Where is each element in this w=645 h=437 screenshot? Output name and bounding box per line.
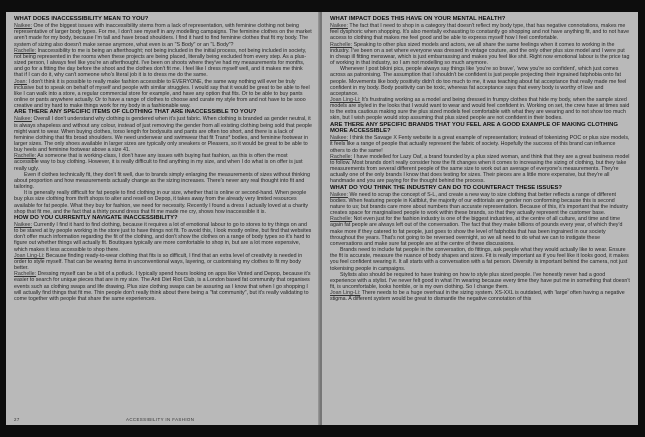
paragraph-text: Brands need to include fat people in the conversation, do fittings, ask people what they would actually like to wear. Ensure the fit is accurate, measure the nuance of body shapes and sizes. Fit is really important as if you feel like it looks good, it makes you feel confident wearing it. It all starts with a conversation with a fat person. Diversity is important behind the camera, not just tokenising people in campaigns. — [330, 247, 629, 272]
paragraph-text: There needs to be a huge overhaul in the sizing system. XS-XXL is outdated, with 'large' often having a negative stigma. A different system would be great to dismantle the negative connotation of this — [330, 290, 625, 303]
speaker-name: Naikee: — [330, 191, 348, 198]
paragraph-text: The fact that I need to shop in a category that doesn't reflect my body type, that has negative connotations, makes me feel dysphoric when shopping. It's also mentally exhausting to constantly go shopping and not have anything fit, and to not have access to clothing that makes me feel good and be able to express myself how I feel comfortable. — [330, 23, 630, 42]
speaker-name: Rachelle: — [14, 47, 37, 54]
paragraph-text: I think the Savage X Fenty website is a great example of representation; instead of tokenizing POC or plus size models, it feels like a range of people that actually represent the fabric of society. Hopefully the success of this brand can influence others to do the same! — [330, 135, 630, 154]
left-page — [6, 12, 320, 425]
paragraph — [330, 97, 630, 122]
section-heading: WHAT DOES INACCESSIBILITY MEAN TO YOU? — [14, 16, 149, 22]
paragraph-text: Because finding ready-to-wear clothing that fits is so difficult, I find that an extra level of creativity is needed in order to style myself. That can be wearing items in unconventional ways, layering, or customising my clothes to fit my body better. — [14, 252, 303, 272]
paragraph — [14, 23, 312, 48]
paragraph-text: As someone that is working-class, I don't have any issues with buying fast fashion, as this is often the most accessible way to buy clothing. However, it is really difficult to find anything in my size, and when I do what is on offer is just really ugly. — [14, 153, 303, 172]
section-heading: WHAT DO YOU THINK THE INDUSTRY CAN DO TO COUNTERACT THESE ISSUES? — [330, 184, 563, 191]
paragraph — [330, 66, 630, 97]
paragraph — [14, 48, 312, 79]
paragraph-text: Whenever I post bikini pics, people always say things like 'you're so brave', 'wow you're so confident', which just comes across as patronising. The assumption that I shouldn't be confident is just people projecting their ingrained fatphobia onto fat people. Movements like body positivity didn't do too much to me, it was teaching about fat acceptance that really made me feel confident in my body. Body positivity can be toxic, whereas fat acceptance says that every body is worthy of love and acceptance. — [330, 66, 627, 97]
paragraph — [330, 247, 630, 272]
paragraph-text: Inaccessibility to me is being an afterthought; not being included in the initial process, not being included in society, not being represented in the rooms when these projects are being placed, literally being excluded from every step. As a plus-sized person, I always feel like you're an afterthought. I've been on shoots where they've had my measurements for months, and go for a fitting the day before the shoot and the clothes don't fit me. I feel like I dress myself well, and it makes me think that if I can do it, why can't someone who's literal job it is to dress me do the same. — [14, 47, 307, 79]
paragraph — [330, 154, 630, 185]
right-page — [322, 12, 638, 425]
paragraph — [330, 290, 630, 302]
paragraph-text: Stylists also should be required to have training on how to style plus sized people. I've honestly never had a good experience with a stylist. I've never felt good in what I'm wearing because every time they have put me in something that doesn't fit, is uncomfortable, looks horrible, or is my own clothing. So I change them. — [330, 271, 630, 290]
paragraph — [330, 135, 630, 153]
left-column — [14, 16, 312, 302]
paragraph-text: Overall I don't understand why clothing is gendered when it's just fabric. When clothing is branded as gender neutral, it is always shapeless and without any colour, instead of just removing the gender from all existing clothing being sold that people might want to wear. When buying clothes, torso length for bodysuits and pants are often too short, and there is a lack of feminine clothing that fits broad shoulders. We need underwear and swimwear that fit Trans* bodies, and feminine footwear in larger sizes. The only shoes available in larger sizes are typically only sneakers or Pleasers, so it would be great to be able to buy heels and feminine footwear above a size 41. — [14, 116, 312, 154]
page-number: 27 — [14, 417, 20, 422]
paragraph — [14, 253, 312, 271]
speaker-name: Rachelle: — [330, 41, 353, 48]
speaker-name: Joan Ling-Li: — [14, 252, 45, 259]
running-title: ACCESSIBILITY IN FASHION — [126, 417, 195, 422]
paragraph-text: Not even just for the fashion industry is one of the biggest industries, at the centre of all culture, and time and time again fat people are always left out of the conversation. The fact that they make billions of pounds every year, of which they'd make more if they catered to fat people, just goes to show the level of fatphobia that has been ingrained in our society throughout the years. That's not going to be reversed overnight, so we all need to do what we can to instigate these conversations and make sure fat people are at the centre of these discussions. — [330, 216, 623, 247]
paragraph — [14, 271, 312, 302]
section-heading: ARE THERE ANY SPECIFIC BRANDS THAT YOU FEEL ARE A GOOD EXAMPLE OF MAKING CLOTHING MORE ACCESSIBLE? — [330, 121, 618, 135]
paragraph — [330, 272, 630, 290]
speaker-name: Joan: — [14, 78, 27, 85]
paragraph — [330, 192, 630, 217]
paragraph-text: I don't think it is possible to really make fashion accessible to EVERYONE, the same way nothing will ever be truly inclusive but to speak on behalf of myself and people with similar struggles. I would say that it would be great to be able to feel like I can walk into a store, a regular commercial store for example, and have any option that fits. Or to be able to buy pants online or pants anywhere actually. Or to have a range of clothes to choose and curate my style from and not have to be sooo creative and try hard to make things work for my body in a fashionable way. — [14, 78, 310, 110]
speaker-name: Naikee: — [14, 23, 32, 30]
paragraph — [14, 172, 312, 190]
paragraph — [330, 23, 630, 41]
paragraph-text: It is generally really difficult for fat people to find clothing in our size, whether that is online or second-hand. When people buy plus size clothing from thrift shops to alter and resell on Depop, it takes away from the already very limited resources available for fat people. What they buy for fashion, we need for necessity. Recently I found a dress I actually loved at a charity shop that fit me, and the fact that a thirty pound dress that fit me made me cry, shows how inaccessible it is. — [14, 190, 309, 215]
section-heading: WHAT IMPACT DOES THIS HAVE ON YOUR MENTAL HEALTH? — [330, 16, 506, 22]
paragraph — [14, 79, 312, 110]
paragraph-text: Dressing myself can be a bit of a potluck. I typically spend hours looking on apps like Vinted and Depop, because it's easier to search for unique pieces that are in my size. The Anti Diet Riot Club, is a London based fat community that organises events such as clothing swaps and life drawing. Plus size clothing swaps can be assuring as I know that when I go shopping I will actually find things that fit me. Thin people don't really think about there being a "fat community", but it's really validating to come together with people that share the same experiences. — [14, 271, 311, 302]
speaker-name: Naikee: — [14, 221, 32, 228]
paragraph — [330, 216, 630, 247]
paragraph — [14, 153, 312, 171]
paragraph-text: We need to scrap the concept of S-L, and create a new way to size clothing that better reflects a range of different bodies. When featuring people in Kaltblut, the majority of our editorials are gender non conforming because this is second nature to us; but brands care more about numbers than accurate representation. Because of this, it's important that the industry creates space for marginalised people to work within these brands, so that they actually represent the customer base. — [330, 191, 629, 217]
right-column — [330, 16, 630, 302]
speaker-name: Joan Ling-Li: — [330, 290, 361, 297]
paragraph-text: It's frustrating working as a model and being dressed in frumpy clothes that hide my body, when the sample sized models are styled in the looks that I would want to wear and would feel confident in. Working on set, the crew have at times said to the extra cautious making sure the plus sized models feel comfortable with what they are wearing and to not show too much skin, but I wish people would stop assuming that plus sized people are not confident in their bodies. — [330, 96, 630, 122]
speaker-name: Naikee: — [330, 23, 348, 30]
speaker-name: Rachelle: — [14, 271, 37, 278]
speaker-name: Rachelle: — [330, 153, 353, 160]
paragraph-text: Speaking to other plus sized models and actors, we all share the same feelings when it comes to working in the industry. I've been on a set where everyone was dressed in vintage couture, and the only other plus size model and I were put in cheap ill fitting menswear, which is just embarrassing and makes you feel like shit. Right now emotional labour is the price tag of working in that industry, so I am not modelling so much anymore. — [330, 41, 630, 67]
speaker-name: Rachelle: — [330, 216, 353, 223]
speaker-name: Joan Ling-Li: — [330, 96, 361, 103]
paragraph-text: I have modelled for Lazy Oaf, a brand founded by a plus sized woman, and think that they are a great business model to follow. Most brands don't really consider how the fit changes when it comes to increasing the sizing of clothing, but they take measurements from several different people of the same size to work out an average of everyone's measurements. They're actually one of the only brands I know that does testing for sizes. Their pieces are a little more expensive, but they're all handmade and you are paying for the thought behind the process. — [330, 153, 630, 185]
speaker-name: Naikee: — [14, 116, 32, 123]
paragraph — [330, 42, 630, 67]
paragraph — [14, 222, 312, 253]
paragraph — [14, 116, 312, 153]
paragraph-text: Currently I find it hard to find clothing, because it requires a lot of emotional labour to go to stores to try things on and to be stared at by people working in the store just to have things not fit. To avoid this, I look mostly online, but find that websites don't offer much information regarding the fit of the clothing, and don't show the clothes on a range of body types so it's hard to figure out whether things will actually fit. Boutiques typically are more comfortable to shop in, but are a lot more expensive, which makes it less accessible to shop there. — [14, 221, 312, 253]
paragraph-text: Even if clothes technically fit, they don't fit well, due to brands simply enlarging the measurements of sizes without thinking about proportion and how measurements actually change as the sizing increases. There's never any real thought into fit and tailoring. — [14, 171, 311, 191]
paragraph-text: One of the biggest issues with inaccessibility stems from a lack of representation, with feminine clothing not being representative of larger body types. For me, I don't see myself in any modelling campaigns. The feminine clothes on the market aren't made for my body, because I'm tall and have broad shoulders. I find it hard to find feminine clothes that fit my body. The system of sizing also doesn't make sense anymore, what even is an "S Body" or an "L Body"? — [14, 23, 312, 48]
section-heading: HOW DO YOU CURRENTLY NAVIGATE INACCESSIBILITY? — [14, 214, 178, 221]
speaker-name: Rachelle: — [14, 153, 37, 160]
section-heading: ARE THERE ANY SPECIFIC ITEMS OF CLOTHING THAT ARE INACCESSIBLE TO YOU? — [14, 109, 257, 116]
paragraph — [14, 190, 312, 215]
speaker-name: Naikee: — [330, 135, 348, 142]
